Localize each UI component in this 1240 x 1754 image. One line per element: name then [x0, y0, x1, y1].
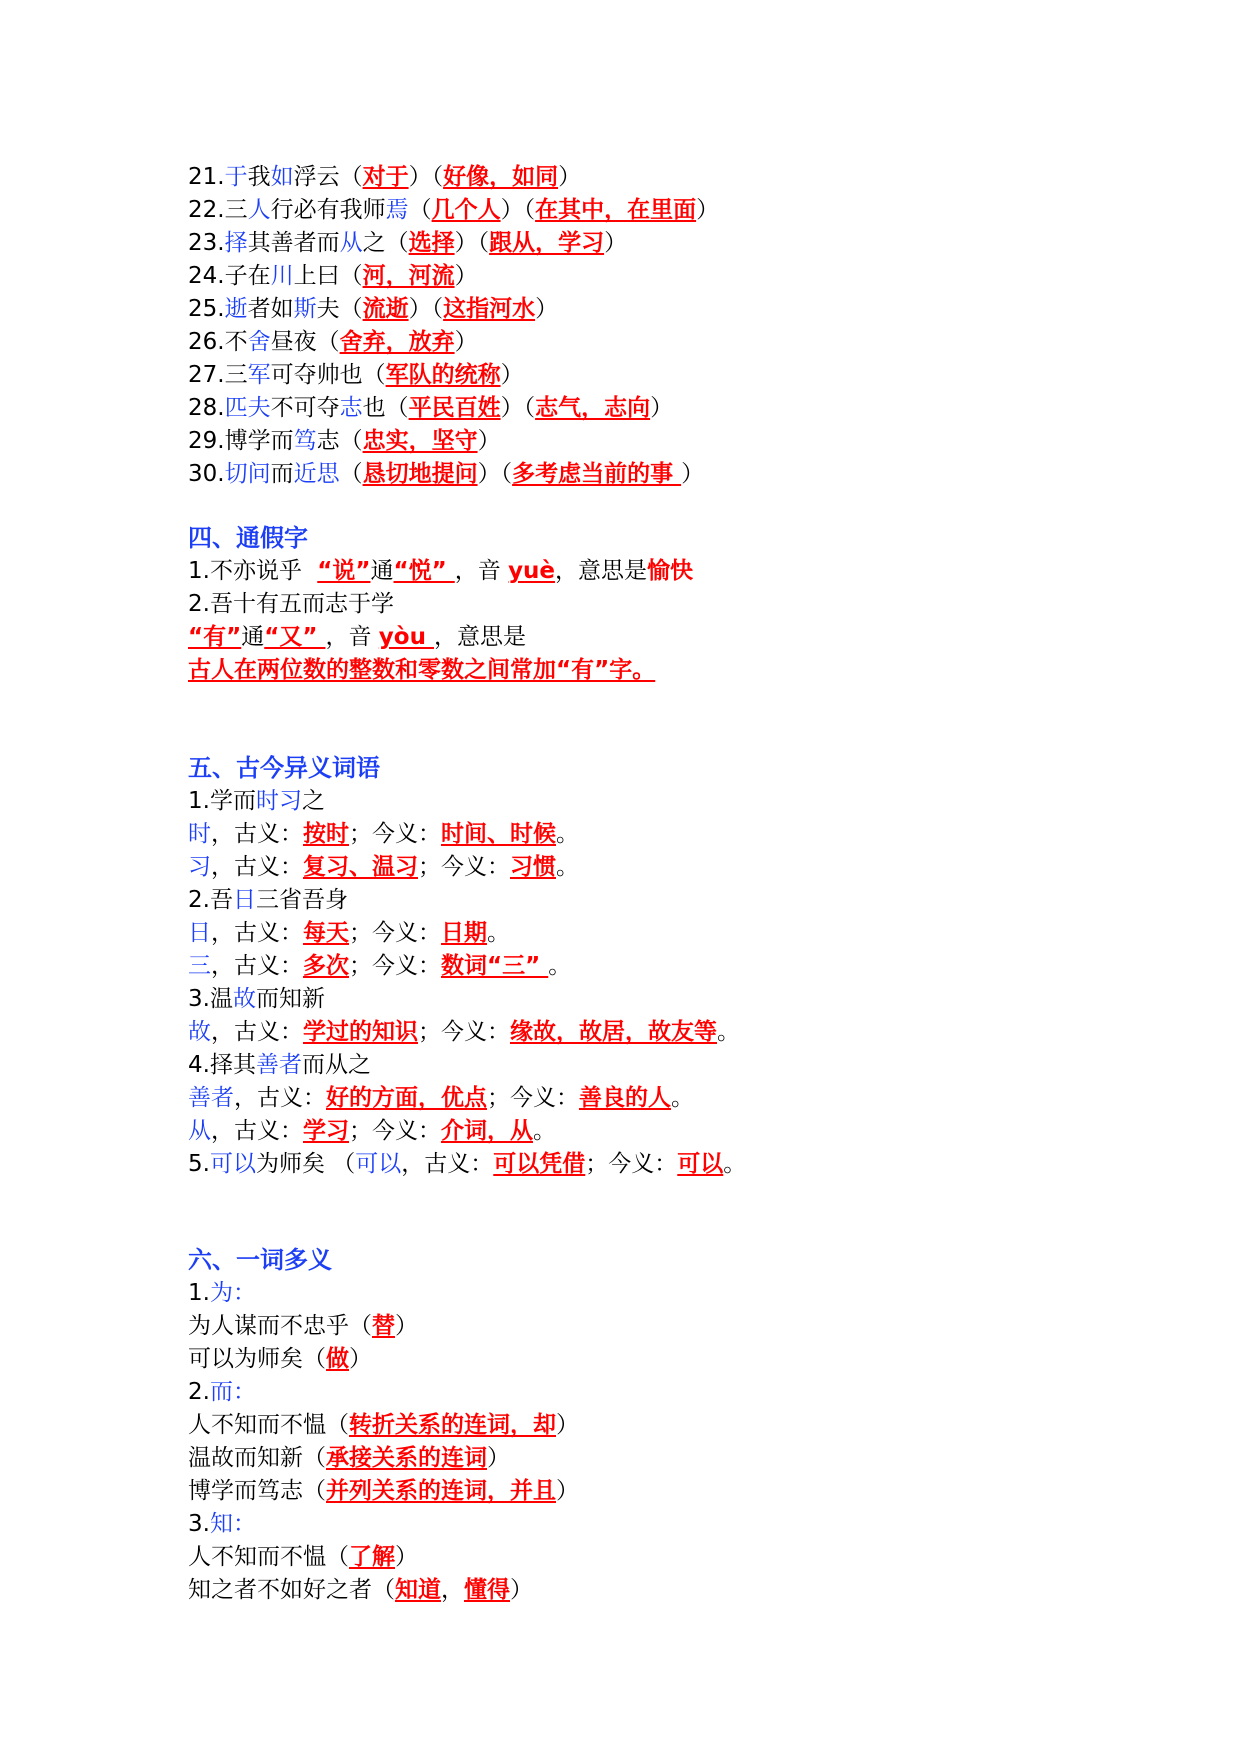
- keyword: 于: [224, 164, 248, 190]
- answer: 志气，志向: [535, 395, 651, 421]
- text: ）: [349, 1346, 372, 1372]
- text: 温故而知新（: [188, 1445, 326, 1471]
- keyword: 为：: [209, 1280, 256, 1306]
- keyword: 逝: [224, 296, 248, 322]
- text: 2.: [188, 1379, 210, 1405]
- polysemy-line: [188, 1475, 579, 1508]
- ancient-modern-line: [188, 983, 325, 1016]
- answer: 介词，从: [441, 1118, 533, 1144]
- tongjia-line-1: [188, 555, 693, 588]
- text: 。: [556, 854, 579, 880]
- polysemy-line: [188, 1574, 533, 1607]
- text: 可以为师矣（: [188, 1346, 326, 1372]
- text: 人不知而不愠（: [188, 1412, 349, 1438]
- ancient-modern-line: [188, 1049, 371, 1082]
- answer: 数词“三”: [441, 953, 549, 979]
- tongjia-line-3: [188, 621, 526, 654]
- text: 。: [671, 1085, 694, 1111]
- keyword: 从: [339, 230, 363, 256]
- text: ，音: [454, 558, 509, 584]
- text: 而从之: [301, 1052, 371, 1078]
- answer: 学习: [303, 1118, 349, 1144]
- text: 夫（: [316, 296, 363, 322]
- text: 博学而: [224, 428, 294, 454]
- answer: 每天: [303, 920, 349, 946]
- text: 子在: [224, 263, 271, 289]
- text: 昼夜（: [270, 329, 340, 355]
- section-five-title: 五、古今异义词语: [188, 754, 380, 782]
- keyword: 切问: [224, 461, 271, 487]
- answer: 好的方面，优点: [326, 1085, 487, 1111]
- text: ）（: [500, 395, 536, 421]
- answer: 这指河水: [443, 296, 536, 322]
- text: 不可夺: [270, 395, 340, 421]
- polysemy-line: [188, 1442, 510, 1475]
- answer: 流逝: [362, 296, 409, 322]
- keyword: 如: [270, 164, 294, 190]
- keyword: 军: [247, 362, 271, 388]
- text: ）（: [477, 461, 513, 487]
- text: 5.: [188, 1151, 210, 1177]
- answer: 了解: [349, 1544, 395, 1570]
- text: ）: [681, 461, 705, 487]
- answer: 古人在两位数的整数和零数之间常加“有”字。: [188, 657, 656, 683]
- answer: 按时: [303, 821, 349, 847]
- text: ；今义：: [349, 1118, 441, 1144]
- keyword: 故: [232, 986, 256, 1012]
- keyword: 善者: [188, 1085, 234, 1111]
- meaning-line: [188, 194, 719, 227]
- answer: 多考虑当前的事: [512, 461, 682, 487]
- text: 者如: [247, 296, 294, 322]
- text: ，古义：: [211, 854, 303, 880]
- polysemy-line: [188, 1277, 256, 1310]
- ancient-modern-line: [188, 1115, 556, 1148]
- ancient-modern-line: [188, 785, 325, 818]
- text: ；今义：: [349, 953, 441, 979]
- ancient-modern-line: [188, 1082, 694, 1115]
- item-number: 30.: [188, 461, 225, 487]
- text: ，古义：: [234, 1085, 326, 1111]
- text: 而: [270, 461, 294, 487]
- meaning-line: [188, 227, 627, 260]
- answer: 选择: [408, 230, 455, 256]
- text: ）（: [408, 296, 444, 322]
- text: 三省吾身: [255, 887, 348, 913]
- answer: 好像，如同: [443, 164, 559, 190]
- text: 三: [224, 197, 248, 223]
- text: ）: [558, 164, 582, 190]
- keyword: 可以: [355, 1151, 402, 1177]
- text: ）: [650, 395, 674, 421]
- text: ）: [556, 1412, 579, 1438]
- answer: “又”: [264, 624, 326, 650]
- text: ，古义：: [401, 1151, 494, 1177]
- keyword: 川: [270, 263, 294, 289]
- text: 。: [533, 1118, 556, 1144]
- keyword: 日: [232, 887, 256, 913]
- text: ；今义：: [418, 854, 510, 880]
- text: ）: [535, 296, 559, 322]
- text: 上曰（: [293, 263, 363, 289]
- answer: 学过的知识: [303, 1019, 418, 1045]
- text: 1.学而: [188, 788, 256, 814]
- keyword: 日: [188, 920, 211, 946]
- answer: 日期: [441, 920, 487, 946]
- keyword: 时习: [255, 788, 302, 814]
- text: 知之者不如好之者（: [188, 1577, 395, 1603]
- section-six-title: 六、一词多义: [188, 1246, 332, 1274]
- text: 之: [301, 788, 325, 814]
- text: 三: [224, 362, 248, 388]
- text: 其善者而: [247, 230, 340, 256]
- text: 1.不亦说乎: [188, 558, 310, 584]
- text: ）: [510, 1577, 533, 1603]
- meaning-line: [188, 425, 501, 458]
- text: 。: [548, 953, 572, 979]
- text: 也（: [362, 395, 409, 421]
- keyword: 三: [188, 953, 211, 979]
- text: ）（: [408, 164, 444, 190]
- ancient-modern-line: [188, 884, 348, 917]
- meaning-line: [188, 260, 478, 293]
- text: ，意思是: [555, 558, 648, 584]
- text: ，: [441, 1577, 464, 1603]
- text: ）: [477, 428, 501, 454]
- answer: 平民百姓: [408, 395, 501, 421]
- meaning-line: [188, 458, 704, 491]
- ancient-modern-line: [188, 1016, 740, 1049]
- item-number: 26.: [188, 329, 225, 355]
- answer: “悦”: [393, 558, 455, 584]
- ancient-modern-line: [188, 818, 579, 851]
- meaning-line: [188, 392, 673, 425]
- text: ，古义：: [211, 1118, 303, 1144]
- text: 而知新: [255, 986, 325, 1012]
- answer: 几个人: [431, 197, 501, 223]
- text: ）: [454, 263, 478, 289]
- text: 为师矣 （: [255, 1151, 356, 1177]
- polysemy-line: [188, 1343, 372, 1376]
- keyword: 择: [224, 230, 248, 256]
- text: 我: [247, 164, 271, 190]
- keyword: 知：: [209, 1511, 256, 1537]
- text: 通: [241, 624, 265, 650]
- tongjia-line-2: 2.吾十有五而志于学: [188, 591, 394, 617]
- text: 通: [370, 558, 394, 584]
- meaning-line: [188, 293, 558, 326]
- ancient-modern-line: [188, 851, 579, 884]
- text: 1.: [188, 1280, 210, 1306]
- answer: 时间、时候: [441, 821, 556, 847]
- text: 博学而笃志（: [188, 1478, 326, 1504]
- text: ）: [604, 230, 628, 256]
- answer: 可以凭借: [493, 1151, 586, 1177]
- keyword: 匹夫: [224, 395, 271, 421]
- item-number: 29.: [188, 428, 225, 454]
- keyword: 近思: [293, 461, 340, 487]
- text: 。: [717, 1019, 740, 1045]
- answer: yuè: [508, 558, 556, 584]
- text: ）（: [454, 230, 490, 256]
- answer: 多次: [303, 953, 349, 979]
- text: 。: [556, 821, 579, 847]
- answer: 跟从，学习: [489, 230, 605, 256]
- polysemy-line: [188, 1310, 418, 1343]
- text: （: [408, 197, 432, 223]
- item-number: 22.: [188, 197, 225, 223]
- keyword: 习: [188, 854, 211, 880]
- text: ）: [696, 197, 720, 223]
- answer: 在其中，在里面: [535, 197, 697, 223]
- answer: 善良的人: [579, 1085, 671, 1111]
- answer: 忠实，坚守: [362, 428, 478, 454]
- text: 2.吾: [188, 887, 233, 913]
- meaning-line: [188, 326, 478, 359]
- text: 4.择其: [188, 1052, 256, 1078]
- text: 行必有我师: [270, 197, 386, 223]
- polysemy-line: [188, 1376, 256, 1409]
- meaning-line: [188, 161, 581, 194]
- text: ，古义：: [211, 821, 303, 847]
- text: ）: [500, 362, 524, 388]
- answer: 可以: [677, 1151, 724, 1177]
- text: 3.温: [188, 986, 233, 1012]
- answer: 舍弃，放弃: [339, 329, 455, 355]
- answer: 并列关系的连词，并且: [326, 1478, 556, 1504]
- keyword: 志: [339, 395, 363, 421]
- polysemy-line: [188, 1508, 256, 1541]
- answer: 复习、温习: [303, 854, 418, 880]
- keyword: 舍: [247, 329, 271, 355]
- keyword: 人: [247, 197, 271, 223]
- answer: 替: [372, 1313, 395, 1339]
- answer: 习惯: [510, 854, 556, 880]
- keyword: 时: [188, 821, 211, 847]
- answer: “说”: [317, 558, 371, 584]
- section-four-title: 四、通假字: [188, 524, 308, 552]
- keyword: 斯: [293, 296, 317, 322]
- keyword: 善者: [255, 1052, 302, 1078]
- answer: 知道: [395, 1577, 441, 1603]
- item-number: 21.: [188, 164, 225, 190]
- answer: 承接关系的连词: [326, 1445, 487, 1471]
- text: ）: [556, 1478, 579, 1504]
- answer: 愉快: [647, 558, 694, 584]
- text: ）: [395, 1544, 418, 1570]
- answer: 对于: [362, 164, 409, 190]
- answer: yòu: [378, 624, 434, 650]
- text: ；今义：: [349, 920, 441, 946]
- ancient-modern-line: [188, 950, 571, 983]
- text: 志（: [316, 428, 363, 454]
- ancient-modern-line: [188, 917, 510, 950]
- answer: 河，河流: [362, 263, 455, 289]
- polysemy-line: [188, 1409, 579, 1442]
- answer: 军队的统称: [385, 362, 501, 388]
- item-number: 24.: [188, 263, 225, 289]
- polysemy-line: [188, 1541, 418, 1574]
- text: 人不知而不愠（: [188, 1544, 349, 1570]
- text: 3.: [188, 1511, 210, 1537]
- answer: 懂得: [464, 1577, 510, 1603]
- item-number: 27.: [188, 362, 225, 388]
- text: 不: [224, 329, 248, 355]
- tongjia-line-4: [188, 654, 655, 687]
- keyword: 而：: [209, 1379, 256, 1405]
- answer: 转折关系的连词，却: [349, 1412, 556, 1438]
- text: ；今义：: [585, 1151, 678, 1177]
- keyword: 可以: [209, 1151, 256, 1177]
- keyword: 故: [188, 1019, 211, 1045]
- meaning-line: [188, 359, 524, 392]
- text: ，音: [325, 624, 379, 650]
- text: ；今义：: [487, 1085, 579, 1111]
- text: ，古义：: [211, 1019, 303, 1045]
- text: ）（: [500, 197, 536, 223]
- answer: 缘故，故居，故友等: [510, 1019, 717, 1045]
- answer: 做: [326, 1346, 349, 1372]
- text: 浮云（: [293, 164, 363, 190]
- text: ）: [395, 1313, 418, 1339]
- text: 。: [723, 1151, 747, 1177]
- ancient-modern-line: [188, 1148, 746, 1181]
- item-number: 28.: [188, 395, 225, 421]
- text: 。: [487, 920, 510, 946]
- answer: 恳切地提问: [362, 461, 478, 487]
- answer: “有”: [188, 624, 242, 650]
- text: ，古义：: [211, 953, 303, 979]
- item-number: 23.: [188, 230, 225, 256]
- keyword: 从: [188, 1118, 211, 1144]
- text: ，古义：: [211, 920, 303, 946]
- text: 为人谋而不忠乎（: [188, 1313, 372, 1339]
- keyword: 焉: [385, 197, 409, 223]
- keyword: 笃: [293, 428, 317, 454]
- text: ；今义：: [349, 821, 441, 847]
- text: 可夺帅也（: [270, 362, 386, 388]
- text: ，意思是: [433, 624, 526, 650]
- text: ）: [487, 1445, 510, 1471]
- item-number: 25.: [188, 296, 225, 322]
- text: （: [339, 461, 363, 487]
- text: ）: [454, 329, 478, 355]
- text: ；今义：: [418, 1019, 510, 1045]
- text: 之（: [362, 230, 409, 256]
